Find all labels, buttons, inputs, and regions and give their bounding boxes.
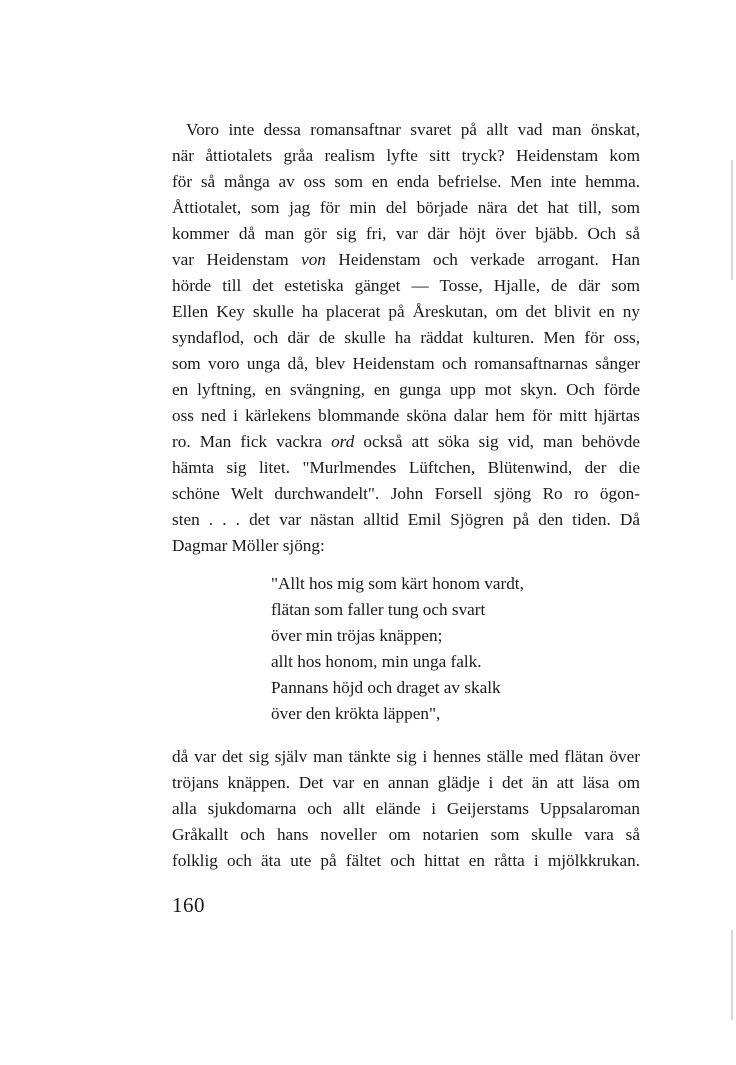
poem-line-1: "Allt hos mig som kärt honom vardt, <box>271 574 524 593</box>
page-number: 160 <box>172 893 205 917</box>
emphasis-ord: ord <box>331 432 355 451</box>
paragraph-1-line-5: kommer då man gör sig fri, var där höjt över bjäbb. Och så <box>172 224 640 243</box>
poem-line-4: allt hos honom, min unga falk. <box>271 652 482 671</box>
paragraph-1-line-3: för så många av oss som en enda befrielse. Men inte hemma. <box>172 172 640 191</box>
paragraph-1-line-10: som voro unga då, blev Heidenstam och romansaftnarnas sånger <box>172 354 640 373</box>
paragraph-2-line-3: alla sjukdomarna och allt elände i Geijerstams Uppsalaroman <box>172 799 640 818</box>
paragraph-1-line-6 <box>172 247 640 273</box>
line-13-part-1: ro. Man fick vackra <box>172 432 332 451</box>
paragraph-2-line-2: tröjans knäppen. Det var en annan glädje i det än att läsa om <box>172 773 640 792</box>
poem-line-3: över min tröjas knäppen; <box>271 626 443 645</box>
paragraph-1-line-9: syndaflod, och där de skulle ha räddat kulturen. Men för oss, <box>172 328 640 347</box>
poem-line-6: över den krökta läppen", <box>271 704 441 723</box>
poem-line-5: Pannans höjd och draget av skalk <box>271 678 501 697</box>
paragraph-1-line-15: schöne Welt durchwandelt". John Forsell sjöng Ro ro ögon- <box>172 484 640 503</box>
line-13-part-3: också att söka sig vid, man behövde <box>354 432 641 451</box>
scan-edge-mark <box>731 160 733 280</box>
paragraph-1-line-7: hörde till det estetiska gänget — Tosse, Hjalle, de där som <box>172 276 640 295</box>
paragraph-1-line-8: Ellen Key skulle ha placerat på Åreskutan, om det blivit en ny <box>172 302 640 321</box>
paragraph-2-line-4: Gråkallt och hans noveller om notarien som skulle vara så <box>172 825 640 844</box>
emphasis-von: von <box>301 250 326 269</box>
paragraph-1-line-2: när åttiotalets gråa realism lyfte sitt tryck? Heidenstam kom <box>172 146 640 165</box>
paragraph-1-line-11: en lyftning, en svängning, en gunga upp mot skyn. Och förde <box>172 380 640 399</box>
line-6-part-3: Heidenstam och verkade arrogant. Han <box>325 250 640 269</box>
paragraph-2-line-5: folklig och äta ute på fältet och hittat en råtta i mjölkkrukan. <box>172 851 640 870</box>
paragraph-1-line-1: Voro inte dessa romansaftnar svaret på allt vad man önskat, <box>186 120 640 139</box>
paragraph-1-line-13 <box>172 429 640 455</box>
line-6-part-1: var Heidenstam <box>172 250 302 269</box>
paragraph-1-line-16: sten . . . det var nästan alltid Emil Sjögren på den tiden. Då <box>172 510 640 529</box>
paragraph-1-line-17: Dagmar Möller sjöng: <box>172 536 325 555</box>
paragraph-1-line-12: oss ned i kärlekens blommande sköna dalar hem för mitt hjärtas <box>172 406 640 425</box>
scan-edge-mark <box>731 930 733 1020</box>
paragraph-1-line-4: Åttiotalet, som jag för min del började nära det hat till, som <box>172 198 640 217</box>
paragraph-1-line-14: hämta sig litet. "Murlmendes Lüftchen, Blütenwind, der die <box>172 458 640 477</box>
paragraph-2-line-1: då var det sig själv man tänkte sig i hennes ställe med flätan över <box>172 747 640 766</box>
poem-line-2: flätan som faller tung och svart <box>271 600 486 619</box>
